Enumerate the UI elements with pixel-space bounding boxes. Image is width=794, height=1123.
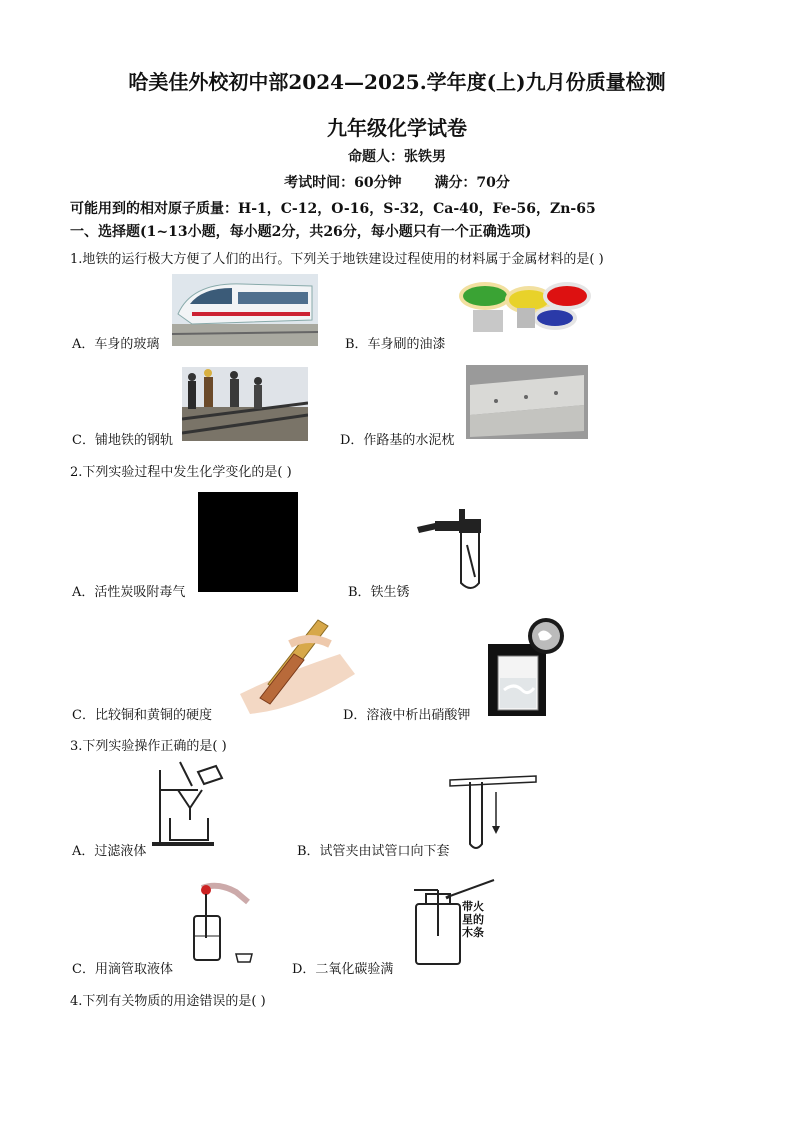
crystallization-beaker-photo [488,616,564,716]
section-heading: 一、选择题(1~13小题，每小题2分，共26分，每小题只有一个正确选项) [70,224,532,240]
school-title: 哈美佳外校初中部2024—2025.学年度(上)九月份质量检测 [128,70,666,94]
figure-label-line-1: 带火 [462,900,484,913]
co2-gas-jar-diagram [410,876,500,968]
brass-copper-hardness-photo [220,614,360,714]
full-score: 满分：70分 [434,175,510,191]
test-tube-iron-rust-diagram [415,505,491,593]
figure-label-line-2: 星的 [462,913,484,926]
atomic-masses: 可能用到的相对原子质量：H-1，C-12，O-16，S-32，Ca-40，Fe-56，Zn-65 [70,201,596,217]
question-4-stem: 4.下列有关物质的用途错误的是( ) [70,994,266,1009]
q2-option-c: C．比较铜和黄铜的硬度 [72,708,212,723]
q3-option-b: B．试管夹由试管口向下套 [297,844,450,859]
dropper-bottle-diagram [188,882,264,966]
question-3-stem: 3.下列实验操作正确的是( ) [70,739,227,754]
q1-option-b: B．车身刷的油漆 [345,337,446,352]
q2-option-d: D．溶液中析出硝酸钾 [343,708,471,723]
author-line: 命题人：张铁男 [348,149,446,165]
glowing-splint-label [462,900,484,939]
q3-option-d: D．二氧化碳验满 [292,962,394,977]
q3-option-a: A．过滤液体 [72,844,147,859]
figure-label-line-3: 木条 [462,926,484,939]
subway-train-photo [172,274,318,346]
activated-carbon-black-image [198,492,298,592]
filtration-apparatus-diagram [150,760,224,848]
q3-option-c: C．用滴管取液体 [72,962,173,977]
paper-title: 九年级化学试卷 [327,116,467,140]
q1-option-d: D．作路基的水泥枕 [340,433,455,448]
q1-option-c: C．铺地铁的钢轨 [72,433,173,448]
q2-option-b: B．铁生锈 [348,585,410,600]
question-1-stem: 1.地铁的运行极大方便了人们的出行。下列关于地铁建设过程使用的材料属于金属材料的是( ) [70,252,604,267]
q2-option-a: A．活性炭吸附毒气 [72,585,186,600]
test-tube-clamp-diagram [440,772,540,852]
exam-info [0,172,794,192]
paint-cans-photo [455,274,601,336]
q1-option-a: A．车身的玻璃 [72,337,160,352]
exam-time: 考试时间：60分钟 [284,175,402,191]
rail-workers-photo [182,367,308,441]
concrete-sleepers-photo [466,365,588,439]
question-2-stem: 2.下列实验过程中发生化学变化的是( ) [70,465,292,480]
